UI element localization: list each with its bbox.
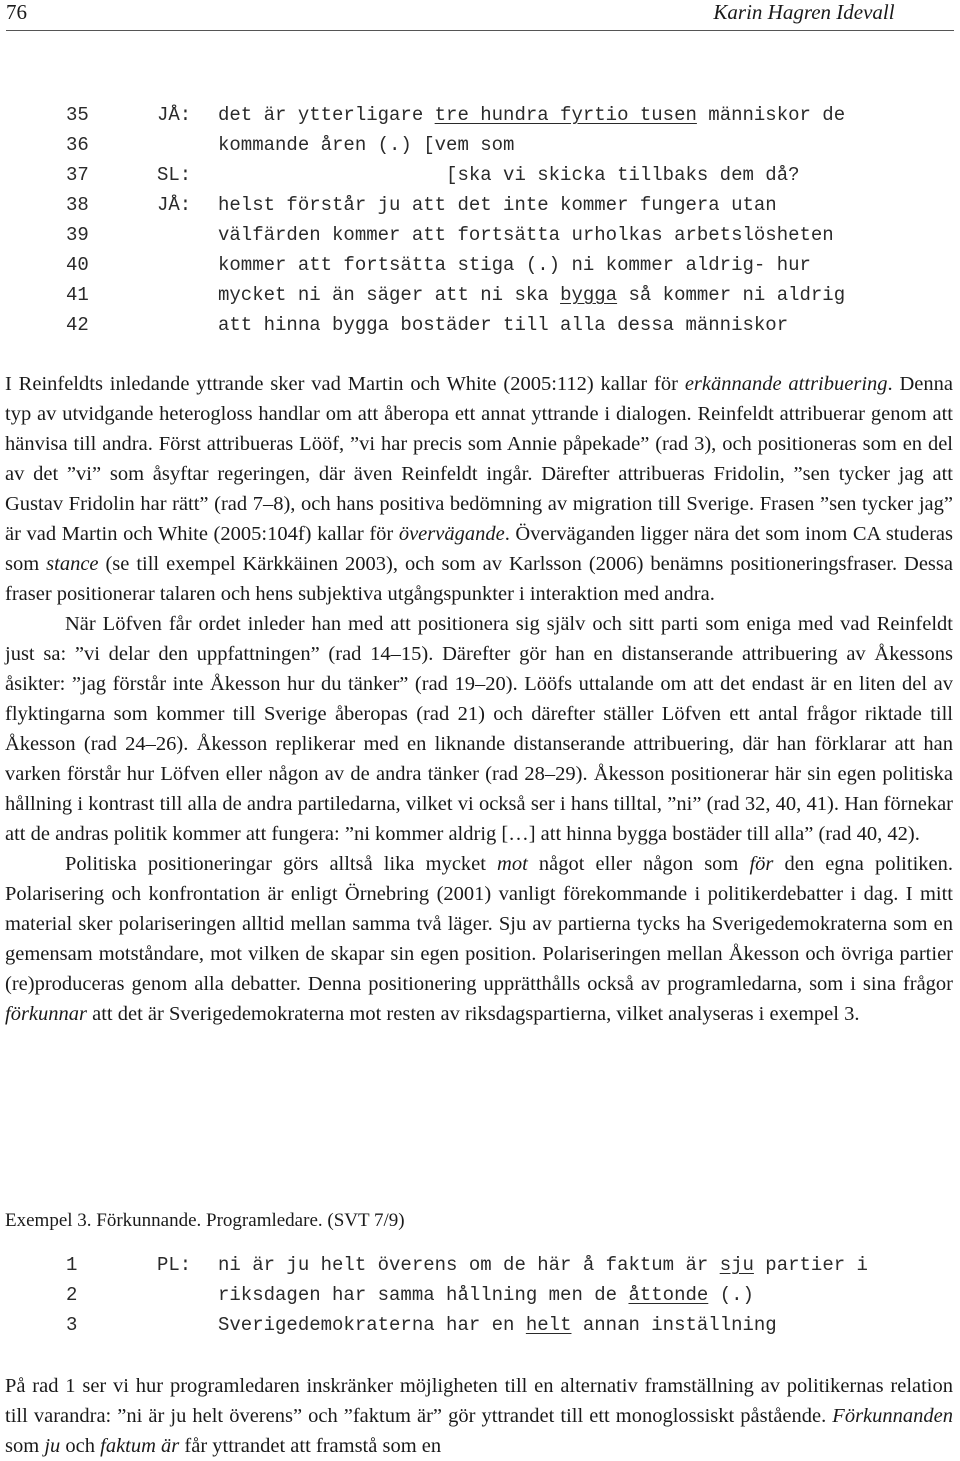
text-run: mycket ni än säger att ni ska: [218, 284, 561, 306]
text-run: och: [60, 1435, 101, 1457]
text-run: På rad 1 ser vi hur programledaren inskränker möjligheten till en alternativ framställning av politikernas relation till varandra: ”ni är ju helt överens” och ”faktum är” gör yttrandet till ett monoglossiskt påstående.: [5, 1375, 953, 1427]
text-run: Politiska positioneringar görs alltså lika mycket: [65, 853, 498, 875]
utterance: [218, 220, 834, 250]
text-run: helst förstår ju att det inte kommer fungera utan: [218, 194, 777, 216]
stressed-word: åttonde: [628, 1284, 709, 1306]
page-number: 76: [6, 0, 27, 24]
line-number: 1: [66, 1254, 78, 1276]
paragraph: [5, 369, 953, 609]
example-label: Exempel 3. Förkunnande. Programledare. (SVT 7/9): [5, 1210, 405, 1231]
text-run: så kommer ni aldrig: [617, 284, 846, 306]
line-number: 40: [66, 254, 89, 276]
text-run: kommande åren (.) [vem som: [218, 134, 515, 156]
line-number: 38: [66, 194, 89, 216]
text-run: det är ytterligare: [218, 104, 435, 126]
line-number: 42: [66, 314, 89, 336]
line-number: 3: [66, 1314, 78, 1336]
speaker-label: JÅ:: [157, 104, 192, 126]
text-run: ni är ju helt överens om de här å faktum är: [218, 1254, 720, 1276]
paragraph: [5, 849, 953, 1029]
utterance: [218, 280, 845, 310]
italic-term: faktum är: [100, 1435, 180, 1457]
text-run: annan inställning: [571, 1314, 777, 1336]
utterance: [218, 1250, 868, 1280]
utterance: [218, 130, 514, 160]
utterance: [218, 160, 800, 190]
speaker-label: SL:: [157, 164, 192, 186]
line-number: 35: [66, 104, 89, 126]
body-text-1: [5, 369, 953, 1029]
transcript-example-3: [66, 1250, 946, 1340]
text-run: får yttrandet att framstå som en: [179, 1435, 442, 1457]
text-run: När Löfven får ordet inleder han med att positionera sig själv och sitt parti som eniga med vad Reinfeldt just sa: ”vi delar den uppfattningen” (rad 14–15). Därefter gör han en distanserande attribuering av Åkessons åsikter: ”jag förstår inte Åkesson hur du tänker” (rad 19–20). Lööfs uttalande om att det endast är en liten del av flyktingarna som kommer till Sverige åberopas (rad 21) och därefter ställer Löfven ett antal frågor riktade till Åkesson (rad 24–26). Åkesson replikerar med en liknande distanserande attribuering, där han förklarar att han varken förstår hur Löfven eller någon av de andra tänker (rad 28–29). Åkesson positionerar här sin egen politiska hållning i kontrast till alla de andra partiledarna, vilket vi också ser i hans tilltal, ”ni” (rad 32, 40, 41). Han förnekar att de andras politik kommer att fungera: ”ni kommer aldrig […] att hinna bygga bostäder till alla” (rad 40, 42).: [5, 613, 953, 845]
transcript-example-2-excerpt: [66, 100, 946, 340]
italic-term: övervägande: [398, 523, 505, 545]
italic-term: erkännande attribuering: [684, 373, 888, 395]
paragraph: [5, 1371, 953, 1461]
utterance: [218, 310, 788, 340]
paragraph: [5, 609, 953, 849]
stressed-word: sju: [719, 1254, 754, 1276]
text-run: (se till exempel Kärkkäinen 2003), och som av Karlsson (2006) benämns positioneringsfraser. Dessa fraser positionerar talaren och hens subjektiva utgångspunkter i interaktion med andra.: [5, 553, 953, 605]
text-run: att det är Sverigedemokraterna mot resten av riksdagspartierna, vilket analyseras i exempel 3.: [87, 1003, 860, 1025]
text-run: partier i: [753, 1254, 868, 1276]
italic-term: mot: [497, 853, 528, 875]
utterance: [218, 100, 845, 130]
line-number: 37: [66, 164, 89, 186]
stressed-word: bygga: [560, 284, 618, 306]
text-run: kommer att fortsätta stiga (.) ni kommer aldrig- hur: [218, 254, 811, 276]
text-run: I Reinfeldts inledande yttrande sker vad Martin och White (2005:112) kallar för: [5, 373, 685, 395]
text-run: [ska vi skicka tillbaks dem då?: [218, 164, 800, 186]
text-run: något eller någon som: [527, 853, 750, 875]
text-run: Sverigedemokraterna har en: [218, 1314, 526, 1336]
utterance: [218, 250, 811, 280]
text-run: människor de: [696, 104, 846, 126]
line-number: 39: [66, 224, 89, 246]
text-run: den egna politiken. Polarisering och konfrontation är enligt Örnebring (2001) vanligt förekommande i politikerdebatter i dag. I mitt material sker polariseringen alltid mellan samma två läger. Sju av partierna tycks ha Sverigedemokraterna som en gemensam motståndare, mot vilken de skapar sin egen position. Polariseringen mellan Åkesson och övriga partier (re)produceras genom alla debatter. Denna positionering upprätthålls också av programledarna, som i sina frågor: [5, 853, 953, 995]
italic-term: för: [749, 853, 774, 875]
text-run: riksdagen har samma hållning men de: [218, 1284, 629, 1306]
text-run: som: [5, 1435, 45, 1457]
text-run: (.): [708, 1284, 754, 1306]
stressed-word: helt: [525, 1314, 572, 1336]
utterance: [218, 1280, 754, 1310]
utterance: [218, 190, 777, 220]
running-author: Karin Hagren Idevall: [713, 0, 895, 24]
text-run: välfärden kommer att fortsätta urholkas arbetslösheten: [218, 224, 834, 246]
stressed-word: tre hundra fyrtio tusen: [434, 104, 697, 126]
utterance: [218, 1310, 777, 1340]
italic-term: ju: [44, 1435, 61, 1457]
text-run: . Överväganden ligger nära det som inom CA studeras som: [5, 523, 953, 575]
body-text-2: [5, 1371, 953, 1461]
line-number: 2: [66, 1284, 78, 1306]
line-number: 36: [66, 134, 89, 156]
speaker-label: PL:: [157, 1254, 192, 1276]
italic-term: förkunnar: [5, 1003, 87, 1025]
line-number: 41: [66, 284, 89, 306]
italic-term: stance: [46, 553, 99, 575]
speaker-label: JÅ:: [157, 194, 192, 216]
running-header: [6, 0, 954, 31]
italic-term: Förkunnanden: [832, 1405, 953, 1427]
text-run: att hinna bygga bostäder till alla dessa människor: [218, 314, 789, 336]
text-run: . Denna typ av utvidgande heterogloss handlar om att åberopa ett annat yttrande i dialogen. Reinfeldt attribuerar genom att hänvisa till andra. Först attribueras Lööf, ”vi har precis som Annie påpekade” (rad 3), och positioneras som en del av det ”vi” som åsyftar regeringen, där även Reinfeldt ingår. Därefter attribueras Fridolin, ”sen tycker jag att Gustav Fridolin har rätt” (rad 7–8), och hans positiva bedömning av migration till Sverige. Frasen ”sen tycker jag” är vad Martin och White (2005:104f) kallar för: [5, 373, 953, 545]
